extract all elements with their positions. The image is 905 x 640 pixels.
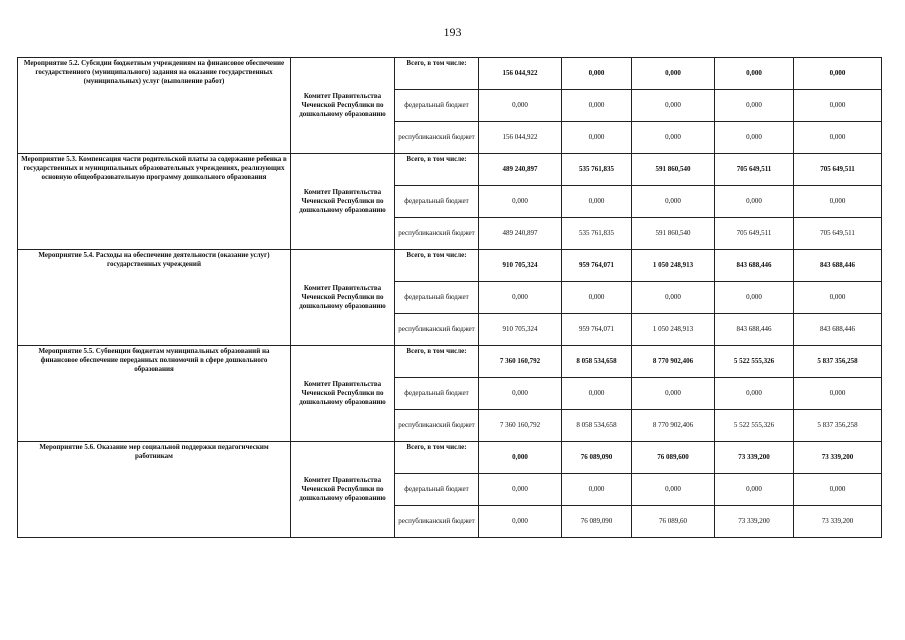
amount-cell: 843 688,446	[794, 250, 882, 282]
funding-source: Всего, в том числе:	[395, 250, 479, 282]
amount-cell: 843 688,446	[715, 314, 794, 346]
amount-cell: 73 339,200	[715, 506, 794, 538]
amount-cell: 0,000	[479, 186, 562, 218]
funding-source: федеральный бюджет	[395, 282, 479, 314]
amount-cell: 0,000	[715, 282, 794, 314]
amount-cell: 910 705,324	[479, 250, 562, 282]
executor-name: Комитет Правительства Чеченской Республики по дошкольному образованию	[291, 346, 395, 442]
amount-cell: 7 360 160,792	[479, 410, 562, 442]
amount-cell: 843 688,446	[794, 314, 882, 346]
amount-cell: 5 837 356,258	[794, 410, 882, 442]
amount-cell: 959 764,071	[562, 250, 632, 282]
amount-cell: 489 240,897	[479, 218, 562, 250]
funding-source: Всего, в том числе:	[395, 346, 479, 378]
amount-cell: 0,000	[562, 58, 632, 90]
amount-cell: 535 761,835	[562, 154, 632, 186]
amount-cell: 0,000	[562, 378, 632, 410]
table-row	[18, 442, 882, 474]
amount-cell: 591 860,540	[632, 154, 715, 186]
funding-source: федеральный бюджет	[395, 90, 479, 122]
amount-cell: 0,000	[562, 474, 632, 506]
table-body	[18, 58, 882, 538]
amount-cell: 705 649,511	[794, 218, 882, 250]
amount-cell: 0,000	[715, 474, 794, 506]
amount-cell: 0,000	[479, 506, 562, 538]
amount-cell: 535 761,835	[562, 218, 632, 250]
measure-name: Мероприятие 5.5. Субвенции бюджетам муниципальных образований на финансовое обеспечение переданных полномочий в сфере дошкольного образования	[18, 346, 291, 442]
amount-cell: 0,000	[562, 282, 632, 314]
executor-name: Комитет Правительства Чеченской Республики по дошкольному образованию	[291, 154, 395, 250]
amount-cell: 0,000	[479, 442, 562, 474]
amount-cell: 0,000	[715, 378, 794, 410]
executor-name: Комитет Правительства Чеченской Республики по дошкольному образованию	[291, 250, 395, 346]
executor-name: Комитет Правительства Чеченской Республики по дошкольному образованию	[291, 442, 395, 538]
amount-cell: 0,000	[794, 186, 882, 218]
amount-cell: 910 705,324	[479, 314, 562, 346]
amount-cell: 5 522 555,326	[715, 410, 794, 442]
funding-source: Всего, в том числе:	[395, 154, 479, 186]
amount-cell: 0,000	[479, 474, 562, 506]
amount-cell: 73 339,200	[715, 442, 794, 474]
funding-source: федеральный бюджет	[395, 186, 479, 218]
funding-source: республиканский бюджет	[395, 506, 479, 538]
amount-cell: 705 649,511	[715, 218, 794, 250]
funding-source: республиканский бюджет	[395, 410, 479, 442]
amount-cell: 0,000	[562, 122, 632, 154]
amount-cell: 0,000	[632, 378, 715, 410]
amount-cell: 0,000	[715, 122, 794, 154]
amount-cell: 0,000	[479, 282, 562, 314]
amount-cell: 0,000	[562, 186, 632, 218]
amount-cell: 591 860,540	[632, 218, 715, 250]
amount-cell: 0,000	[794, 58, 882, 90]
amount-cell: 0,000	[479, 378, 562, 410]
amount-cell: 8 058 534,658	[562, 346, 632, 378]
amount-cell: 0,000	[794, 378, 882, 410]
amount-cell: 0,000	[794, 122, 882, 154]
measure-name: Мероприятие 5.4. Расходы на обеспечение деятельности (оказание услуг) государственных учреждений	[18, 250, 291, 346]
amount-cell: 76 089,600	[632, 442, 715, 474]
amount-cell: 0,000	[479, 90, 562, 122]
amount-cell: 0,000	[632, 474, 715, 506]
amount-cell: 8 770 902,406	[632, 346, 715, 378]
funding-source: Всего, в том числе:	[395, 442, 479, 474]
amount-cell: 0,000	[794, 474, 882, 506]
measure-name: Мероприятие 5.6. Оказание мер социальной поддержки педагогическим работникам	[18, 442, 291, 538]
amount-cell: 0,000	[632, 58, 715, 90]
funding-source: республиканский бюджет	[395, 122, 479, 154]
measure-name: Мероприятие 5.2. Субсидии бюджетным учреждениям на финансовое обеспечение государственного (муниципального) задания на оказание государственных (муниципальных) услуг (выполнение работ)	[18, 58, 291, 154]
amount-cell: 0,000	[632, 122, 715, 154]
amount-cell: 76 089,60	[632, 506, 715, 538]
amount-cell: 5 837 356,258	[794, 346, 882, 378]
amount-cell: 73 339,200	[794, 442, 882, 474]
amount-cell: 959 764,071	[562, 314, 632, 346]
table-row	[18, 154, 882, 186]
amount-cell: 76 089,090	[562, 506, 632, 538]
amount-cell: 705 649,511	[715, 154, 794, 186]
funding-source: федеральный бюджет	[395, 378, 479, 410]
amount-cell: 5 522 555,326	[715, 346, 794, 378]
funding-source: федеральный бюджет	[395, 474, 479, 506]
funding-source: республиканский бюджет	[395, 314, 479, 346]
amount-cell: 0,000	[715, 186, 794, 218]
amount-cell: 0,000	[794, 282, 882, 314]
amount-cell: 1 050 248,913	[632, 250, 715, 282]
table-row	[18, 346, 882, 378]
table-row	[18, 250, 882, 282]
table-row	[18, 58, 882, 90]
amount-cell: 705 649,511	[794, 154, 882, 186]
page-number: 193	[443, 25, 462, 39]
budget-table	[17, 57, 882, 538]
funding-source: Всего, в том числе:	[395, 58, 479, 90]
amount-cell: 76 089,090	[562, 442, 632, 474]
funding-source: республиканский бюджет	[395, 218, 479, 250]
amount-cell: 156 044,922	[479, 122, 562, 154]
amount-cell: 843 688,446	[715, 250, 794, 282]
amount-cell: 0,000	[632, 186, 715, 218]
measure-name: Мероприятие 5.3. Компенсация части родительской платы за содержание ребенка в государственных и муниципальных образовательных учреждениях, реализующих основную общеобразовательную программу дошкольного образования	[18, 154, 291, 250]
amount-cell: 0,000	[794, 90, 882, 122]
amount-cell: 0,000	[715, 90, 794, 122]
amount-cell: 8 770 902,406	[632, 410, 715, 442]
amount-cell: 1 050 248,913	[632, 314, 715, 346]
amount-cell: 0,000	[715, 58, 794, 90]
amount-cell: 0,000	[562, 90, 632, 122]
amount-cell: 156 044,922	[479, 58, 562, 90]
amount-cell: 0,000	[632, 282, 715, 314]
amount-cell: 0,000	[632, 90, 715, 122]
amount-cell: 7 360 160,792	[479, 346, 562, 378]
amount-cell: 489 240,897	[479, 154, 562, 186]
amount-cell: 8 058 534,658	[562, 410, 632, 442]
amount-cell: 73 339,200	[794, 506, 882, 538]
executor-name: Комитет Правительства Чеченской Республики по дошкольному образованию	[291, 58, 395, 154]
